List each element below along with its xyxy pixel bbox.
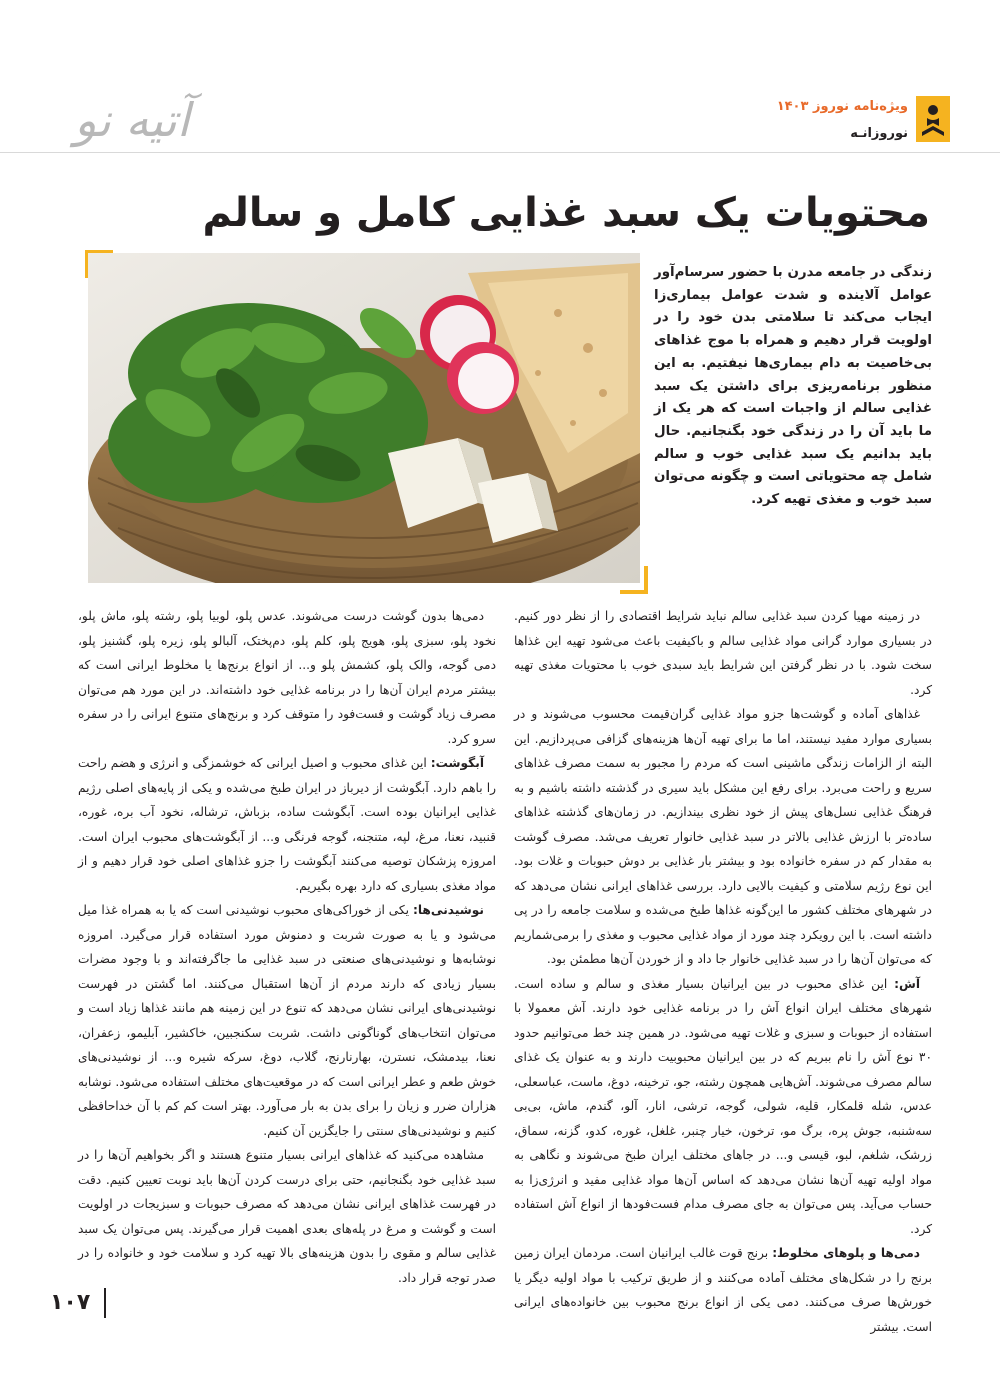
photo-frame-corner <box>620 566 648 594</box>
issue-title: ویژه‌نامه نوروز ۱۴۰۳ <box>776 99 908 114</box>
paragraph <box>78 751 496 898</box>
reading-person-icon <box>916 96 950 142</box>
paragraph-text: یکی از خوراکی‌های محبوب نوشیدنی است که یا به همراه غذا میل می‌شود و یا به صورت شربت و دمنوش مورد استفاده قرار می‌گیرد. امروزه نوشابه‌ها و نوشیدنی‌های صنعتی در سبد غذایی ما جاگرفته‌اند و با وجود مضرات بسیار زیادی که دارند مردم از آن‌ها استقبال می‌کنند. اما گشتن در فهرست نوشیدنی‌های ایرانی نشان می‌دهد که تنوع در این زمینه هم مانند غذاها زیاد است و می‌توان انتخاب‌های گوناگونی داشت. شربت سکنجبین، خاکشیر، آبلیمو، زعفران، نعنا، بیدمشک، نسترن، بهارنارنج، گلاب، دوغ، سرکه شیره و... از نوشیدنی‌های خوش طعم و عطر ایرانی است که در موقعیت‌های مختلف استفاده می‌شود. نوشابه هزاران ضرر و زیان را برای بدن به بار می‌آورد. بهتر است کم کم با آن خداحافظی کنیم و نوشیدنی‌های سنتی را جایگزین آن کنیم. <box>78 903 496 1138</box>
magazine-logo: آتیه نو <box>74 93 190 147</box>
text-column-left <box>78 604 496 1290</box>
paragraph-text: برنج قوت غالب ایرانیان است. مردمان ایران زمین برنج را در شکل‌های مختلف آماده می‌کنند و از طریق ترکیب با مواد اولیه دیگر یا خورش‌ها صرف می‌کنند. دمی یکی از انواع برنج محبوب بین خانواده‌های ایرانی است. بیشتر <box>514 1246 932 1334</box>
paragraph-lead: آبگوشت: <box>430 756 484 770</box>
paragraph-lead: دمی‌ها و پلوهای مخلوط: <box>772 1246 921 1260</box>
paragraph <box>78 898 496 1143</box>
paragraph <box>514 702 932 972</box>
paragraph-text: مشاهده می‌کنید که غذاهای ایرانی بسیار متنوع هستند و اگر بخواهیم آن‌ها را در سبد غذایی خود بگنجانیم، حتی برای درست کردن آن‌ها باید نوبت تعیین کنیم. دقت در فهرست غذاهای ایرانی نشان می‌دهد که مصرف حبوبات و سبزیجات در اولویت است و گوشت و مرغ در پله‌های بعدی اهمیت قرار می‌گیرند. پس می‌توان یک سبد غذایی سالم و مقوی را بدون هزینه‌های بالا تهیه کرد و سلامت خود و خانواده را در صدر توجه قرار داد. <box>78 1148 496 1285</box>
paragraph-text: غذاهای آماده و گوشت‌ها جزو مواد غذایی گران‌قیمت محسوب می‌شوند و در بسیاری موارد مفید نیستند، اما ما برای تهیه آن‌ها هزینه‌های گزافی می‌پردازیم. این البته از الزامات زندگی ماشینی است که مردم را مجبور به سمت مصرف غذاهای سریع و راحت می‌برد. برای رفع این مشکل باید سیری در گذشته داشته باشیم و به فرهنگ غذایی نسل‌های پیش از خود نظری بیندازیم. در زمان‌های گذشته غذاهای ساده‌تر با ارزش غذایی بالاتر در سبد غذایی خانوار تعریف می‌شد. مصرف گوشت به مقدار کم در سفره خانواده بود و بیشتر بار غذایی بر دوش حبوبات و غلات بود. این نوع رژیم سلامتی و کیفیت بالایی دارد. بررسی غذاهای ایرانی نشان می‌دهد که در شهرهای مختلف کشور ما این‌گونه غذاها طبخ می‌شده و سلامت جامعه را در پی داشته است. با این رویکرد چند مورد از مواد غذایی محبوب و مغذی را برمی‌شماریم که می‌توان آن‌ها را در سبد غذایی خانوار جا داد و از خوردن آن‌ها مطمئن بود. <box>514 707 932 966</box>
article-intro: زندگی در جامعه مدرن با حضور سرسام‌آور عوامل آلاینده و شدت عوامل بیماری‌زا ایجاب می‌کند تا سلامتی بدن خود را در اولویت قرار دهیم و همراه با موج غذاهای بی‌خاصیت به دام بیماری‌ها نیفتیم. به این منظور برنامه‌ریزی برای داشتن یک سبد غذایی سالم از واجبات است که هر یک از ما باید آن را در زندگی خود بگنجانیم. حال باید بدانیم یک سبد غذایی خوب و سالم شامل چه محتویاتی است و چگونه می‌توان سبد خوب و مغذی تهیه کرد. <box>654 265 932 508</box>
page-number-divider <box>104 1288 106 1318</box>
paragraph <box>514 972 932 1242</box>
paragraph <box>514 604 932 702</box>
paragraph-text: دمی‌ها بدون گوشت درست می‌شوند. عدس پلو، لوبیا پلو، رشته پلو، ماش پلو، نخود پلو، سبزی پلو، هویج پلو، کلم پلو، دم‌پختک، آلبالو پلو، زیره پلو، گشنیز پلو، دمی گوجه، والک پلو، کشمش پلو و... از انواع برنج‌ها یا مخلوط ایرانی است که بیشتر مردم ایران آن‌ها را در برنامه غذایی خود داشته‌اند. در این مورد هم می‌توان مصرف زیاد گوشت و فست‌فود را متوقف کرد و برنج‌های متنوع ایرانی را در سفره سرو کرد. <box>78 609 496 746</box>
paragraph <box>514 1241 932 1339</box>
article-title: محتویات یک سبد غذایی کامل و سالم <box>202 190 930 236</box>
section-name: نوروزانـه <box>850 126 908 141</box>
paragraph-text: در زمینه مهیا کردن سبد غذایی سالم نباید شرایط اقتصادی را از نظر دور کنیم. در بسیاری موارد گرانی مواد غذایی سالم و باکیفیت باعث می‌شود تهیه این غذاها سخت شود. با در نظر گرفتن این شرایط باید سبدی خوب با محتویات مغذی تهیه کرد. <box>514 609 932 697</box>
paragraph-text: این غذای محبوب و اصیل ایرانی که خوشمزگی و انرژی و هضم راحت را باهم دارد. آبگوشت از دیرباز در ایران طبخ می‌شده و یکی از پایه‌های اصلی رژیم غذایی ایرانیان بوده است. آبگوشت ساده، بزباش، ترشاله، نخود آب بره، غوره، قنبید، نعنا، مرغ، لپه، متنجنه، گوجه فرنگی و... از آبگوشت‌های محبوب ایران است. امروزه پزشکان توصیه می‌کنند آبگوشت را جزو غذاهای اصلی خود قرار دهیم و از مواد مغذی بسیاری که دارد بهره بگیریم. <box>78 756 496 893</box>
paragraph-text: این غذای محبوب در بین ایرانیان بسیار مغذی و سالم و ساده است. شهرهای مختلف ایران انواع آش را در برنامه غذایی خود دارند. آش معمولا با استفاده از حبوبات و سبزی و غلات تهیه می‌شود. در همین چند خط می‌توانیم حدود ۳۰ نوع آش را نام ببریم که در بین ایرانیان محبوبیت دارند و به عنوان یک غذای سالم مصرف می‌شوند. آش‌هایی همچون رشته، جو، ترخینه، دوغ، ماست، عباسعلی، عدس، شله قلمکار، قلیه، شولی، گوجه، ترشی، انار، آلو، گندم، ماش، بی‌بی سه‌شنبه، جوش پره، برگ مو، ترخون، خیار چنبر، غلغل، غوره، کدو، گزنه، سماق، زرشک، شلغم، لبو، قیسی و... در جاهای مختلف ایران طبخ می‌شوند و نگاهی به مواد اولیه تهیه آن‌ها نشان می‌دهد که اساس آن‌ها مواد غذایی مفید و انرژی‌زا به حساب می‌آید. پس می‌توان به جای مصرف مدام فست‌فودها از انواع آش استفاده کرد. <box>514 976 932 1236</box>
food-basket-photo <box>88 253 640 583</box>
text-column-right <box>514 604 932 1339</box>
paragraph-lead: آش: <box>894 976 920 991</box>
page-number: ۱۰۷ <box>50 1290 91 1315</box>
header-divider <box>0 152 1000 153</box>
paragraph <box>78 1143 496 1290</box>
paragraph <box>78 604 496 751</box>
paragraph-lead: نوشیدنی‌ها: <box>412 903 484 917</box>
